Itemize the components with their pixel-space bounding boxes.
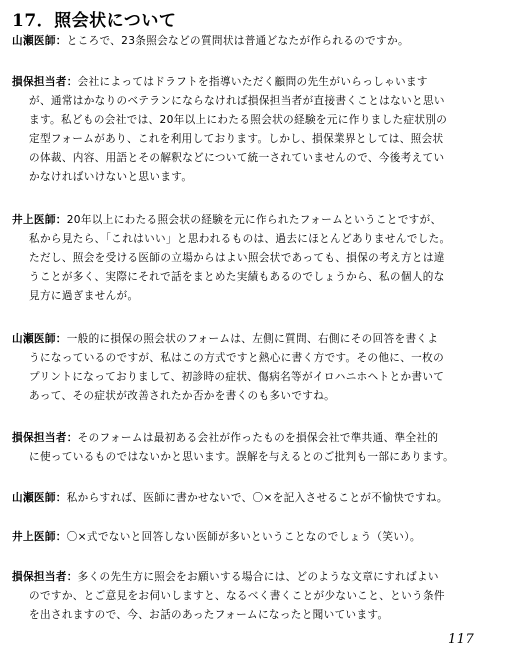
paragraph-line <box>12 429 502 448</box>
speaker-label: 損保担当者： <box>12 76 78 88</box>
speaker-label: 損保担当者： <box>12 571 78 583</box>
line-text: ところで、23条照会などの質問状は普通どなたが作られるのですか。 <box>66 35 409 47</box>
dialogue-paragraph <box>12 429 502 467</box>
line-text: 〇×式でないと回答しない医師が多いということなのでしょう（笑い）。 <box>66 531 421 543</box>
paragraph-line: 見方に過ぎませんが。 <box>29 290 139 302</box>
paragraph-line <box>12 73 502 92</box>
dialogue-paragraph <box>12 330 502 406</box>
speaker-label: 井上医師： <box>12 531 67 543</box>
paragraph-line: あって、その症状が改善されたか否かを書くのも多いですね。 <box>29 390 336 402</box>
page-title: 17．照会状について <box>12 11 177 31</box>
dialogue-paragraph <box>12 32 502 51</box>
paragraph-line: プリントになっておりまして、初診時の症状、傷病名等がイロハニホヘトとか書いて <box>29 371 445 383</box>
line-text: 一般的に損保の照会状のフォームは、左側に質問、右側にその回答を書くよ <box>66 333 439 345</box>
paragraph-line: かなければいけないと思います。 <box>29 171 193 183</box>
paragraph-line: 私から見たら、「これはいい」と思われるものは、過去にほとんどありませんでした。 <box>29 233 451 245</box>
paragraph-line: うことが多く、実際にそれで話をまとめた実績もあるのでしょうから、私の個人的な <box>29 271 445 283</box>
speaker-label: 損保担当者： <box>12 432 78 444</box>
paragraph-line <box>12 568 502 587</box>
paragraph-line: のですか、とご意見をお伺いしますと、なるべく書くことが少ないこと、という条件 <box>29 590 445 602</box>
paragraph-line <box>12 211 502 230</box>
dialogue-paragraph <box>12 211 502 306</box>
line-text: 多くの先生方に照会をお願いする場合には、どのような文章にすればよい <box>77 571 439 583</box>
paragraph-line: を出されますので、今、お話のあったフォームになったと聞いています。 <box>29 609 389 621</box>
paragraph-line <box>12 528 502 547</box>
dialogue-paragraph <box>12 528 502 547</box>
speaker-label: 山瀬医師： <box>12 492 67 504</box>
line-text: 会社によってはドラフトを指導いただく顧問の先生がいらっしゃいます <box>77 76 428 88</box>
paragraph-line: うになっているのですが、私はこの方式ですと熱心に書く方です。その他に、一枚の <box>29 352 445 364</box>
dialogue-paragraph <box>12 73 502 187</box>
dialogue-paragraph <box>12 489 502 508</box>
paragraph-line: ます。私どもの会社では、20年以上にわたる照会状の経験を元に作りました症状別の <box>29 114 448 126</box>
line-text: そのフォームは最初ある会社が作ったものを損保会社で準共通、準全社的 <box>77 432 439 444</box>
speaker-label: 山瀬医師： <box>12 333 67 345</box>
paragraph-line: が、通常はかなりのベテランにならなければ損保担当者が直接書くことはないと思い <box>29 95 445 107</box>
paragraph-line <box>12 489 502 508</box>
paragraph-line: ただし、照会を受ける医師の立場からはよい照会状であっても、損保の考え方とは違 <box>29 252 445 264</box>
page-number: 117 <box>448 632 475 647</box>
line-text: 私からすれば、医師に書かせないで、〇×を記入させることが不愉快ですね。 <box>66 492 448 504</box>
speaker-label: 山瀬医師： <box>12 35 67 47</box>
paragraph-line <box>12 32 502 51</box>
line-text: 20年以上にわたる照会状の経験を元に作られたフォームということですが、 <box>66 214 442 226</box>
paragraph-line <box>12 330 502 349</box>
dialogue-paragraph <box>12 568 502 625</box>
paragraph-line: の体裁、内容、用語とその解釈などについて統一されていませんので、今後考えてい <box>29 152 445 164</box>
paragraph-line: 定型フォームがあり、これを利用しております。しかし、損保業界としては、照会状 <box>29 133 444 145</box>
speaker-label: 井上医師： <box>12 214 67 226</box>
paragraph-line: に使っているものではないかと思います。誤解を与えるとのご批判も一部にあります。 <box>29 451 455 463</box>
